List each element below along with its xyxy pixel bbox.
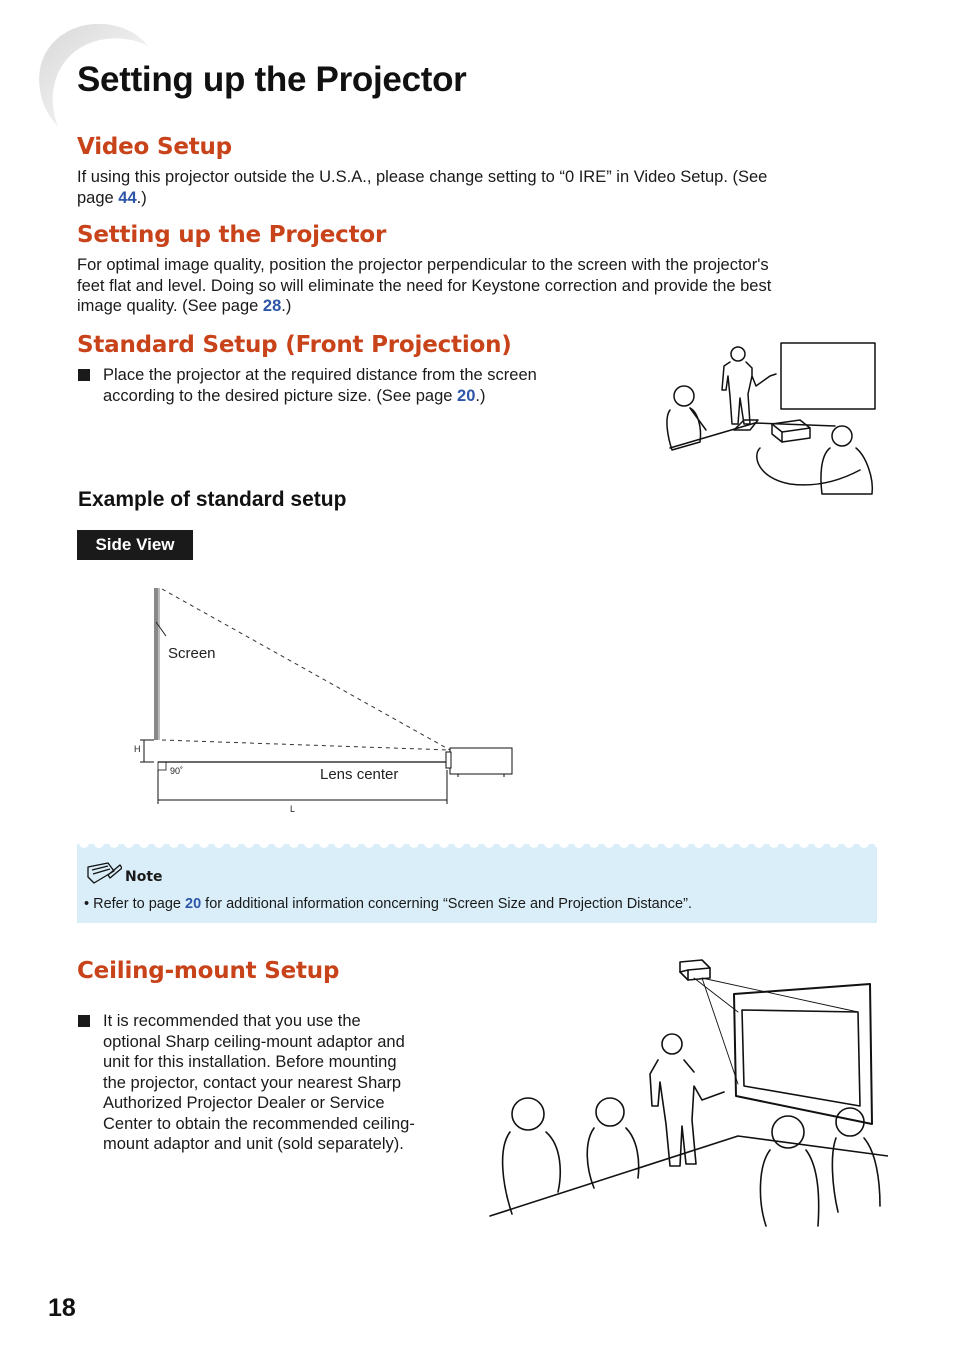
scallop-dot (559, 842, 569, 848)
scallop-dot (799, 842, 809, 848)
scallop-dot (634, 842, 644, 848)
scallop-dot (274, 842, 284, 848)
scallop-dot (139, 842, 149, 848)
scallop-dot (484, 842, 494, 848)
bullet-line: unit for this installation. Before mounting (103, 1053, 397, 1071)
side-view-label: Side View (77, 530, 193, 560)
scallop-dot (214, 842, 224, 848)
h-label: H (134, 744, 141, 754)
scallop-dot (619, 842, 629, 848)
scallop-dot (874, 842, 877, 848)
video-setup-line (77, 188, 877, 209)
setting-up-text (77, 255, 887, 317)
text-fragment: .) (281, 297, 292, 315)
page-link[interactable]: 28 (262, 297, 282, 315)
scallop-dot (844, 842, 854, 848)
front-projection-illustration (660, 338, 882, 498)
scallop-dot (454, 842, 464, 848)
setting-up-line: feet flat and level. Doing so will eliminate the need for Keystone correction and provide the best (77, 276, 772, 295)
scallop-dot (334, 842, 344, 848)
angle-label: 90˚ (170, 766, 184, 776)
setting-up-heading: Setting up the Projector (77, 222, 387, 248)
standard-setup-heading: Standard Setup (Front Projection) (77, 332, 512, 358)
scallop-dot (184, 842, 194, 848)
bullet-line: mount adaptor and unit (sold separately). (103, 1135, 404, 1153)
scallop-dot (79, 842, 89, 848)
projection-screen-shape (781, 343, 875, 409)
text-fragment: .) (136, 188, 147, 207)
scallop-dot (709, 842, 719, 848)
example-heading: Example of standard setup (78, 488, 347, 511)
scallop-dot (604, 842, 614, 848)
scallop-dot (304, 842, 314, 848)
bullet-line: Authorized Projector Dealer or Service (103, 1094, 385, 1112)
scallop-dot (784, 842, 794, 848)
text-fragment: according to the desired picture size. (See page (103, 386, 458, 405)
scallop-dot (649, 842, 659, 848)
ceiling-mount-bullet (78, 1011, 478, 1161)
pencil-note-icon (86, 861, 122, 885)
projection-ray-bottom (162, 740, 450, 750)
scallop-dot (544, 842, 554, 848)
scallop-dot (409, 842, 419, 848)
scallop-dot (814, 842, 824, 848)
scallop-dot (244, 842, 254, 848)
video-setup-line: If using this projector outside the U.S.A., please change setting to “0 IRE” in Video Setup. (See (77, 168, 768, 186)
page-link[interactable]: 44 (118, 188, 137, 207)
scallop-dot (679, 842, 689, 848)
bullet-line: Place the projector at the required distance from the screen (103, 366, 537, 384)
bullet-line: Center to obtain the recommended ceiling- (103, 1114, 415, 1133)
ceiling-mount-illustration (488, 956, 888, 1232)
standard-setup-bullet (78, 365, 638, 409)
projector-shape (450, 748, 512, 774)
side-view-diagram (120, 580, 540, 820)
note-text (84, 896, 692, 912)
bullet-line (103, 386, 537, 407)
right-angle-marker (158, 762, 166, 770)
note-scalloped-edge (77, 842, 877, 852)
video-setup-text (77, 167, 877, 208)
page-number: 18 (48, 1294, 76, 1322)
scallop-dot (289, 842, 299, 848)
page-title: Setting up the Projector (77, 60, 467, 99)
scallop-dot (364, 842, 374, 848)
scallop-dot (109, 842, 119, 848)
scallop-dot (379, 842, 389, 848)
text-fragment: page (77, 188, 119, 207)
text-fragment: .) (475, 386, 486, 405)
scallop-dot (199, 842, 209, 848)
scallop-dot (94, 842, 104, 848)
scallop-dot (124, 842, 134, 848)
scallop-dot (529, 842, 539, 848)
note-label: Note (125, 869, 163, 885)
bullet-line: the projector, contact your nearest Sharp (103, 1073, 402, 1092)
note-box (77, 844, 877, 923)
lens-center-label: Lens center (320, 766, 399, 783)
bullet-square-icon (78, 369, 90, 381)
scallop-dot (499, 842, 509, 848)
bullet-line: It is recommended that you use the (103, 1012, 361, 1030)
scallop-dot (154, 842, 164, 848)
bullet-square-icon (78, 1015, 90, 1027)
scallop-dot (574, 842, 584, 848)
scallop-dot (394, 842, 404, 848)
bullet-text (103, 1011, 415, 1155)
scallop-dot (739, 842, 749, 848)
scallop-dot (769, 842, 779, 848)
setting-up-line: For optimal image quality, position the projector perpendicular to the screen with the projector's (77, 256, 769, 274)
scallop-dot (664, 842, 674, 848)
scallop-dot (724, 842, 734, 848)
bullet-text (103, 365, 537, 406)
scallop-dot (829, 842, 839, 848)
projection-ray-top (162, 589, 450, 750)
scallop-dot (439, 842, 449, 848)
scallop-dot (859, 842, 869, 848)
page-link[interactable]: 20 (457, 386, 476, 405)
setting-up-line (77, 296, 887, 317)
text-fragment: • Refer to page (84, 896, 185, 912)
scallop-dot (169, 842, 179, 848)
scallop-dot (694, 842, 704, 848)
scallop-dot (589, 842, 599, 848)
video-setup-heading: Video Setup (77, 134, 232, 160)
scallop-dot (469, 842, 479, 848)
page-link[interactable]: 20 (185, 896, 202, 912)
bullet-line: optional Sharp ceiling-mount adaptor and (103, 1032, 405, 1051)
ceiling-mount-heading: Ceiling-mount Setup (77, 958, 340, 984)
scallop-dot (229, 842, 239, 848)
scallop-dot (514, 842, 524, 848)
text-fragment: for additional information concerning “Screen Size and Projection Distance”. (201, 896, 692, 912)
ceiling-screen-shape (734, 984, 872, 1124)
scallop-dot (754, 842, 764, 848)
screen-label: Screen (168, 645, 216, 662)
l-label: L (290, 804, 296, 814)
scallop-dot (349, 842, 359, 848)
scallop-dot (259, 842, 269, 848)
text-fragment: image quality. (See page (77, 297, 263, 315)
scallop-dot (319, 842, 329, 848)
scallop-dot (424, 842, 434, 848)
